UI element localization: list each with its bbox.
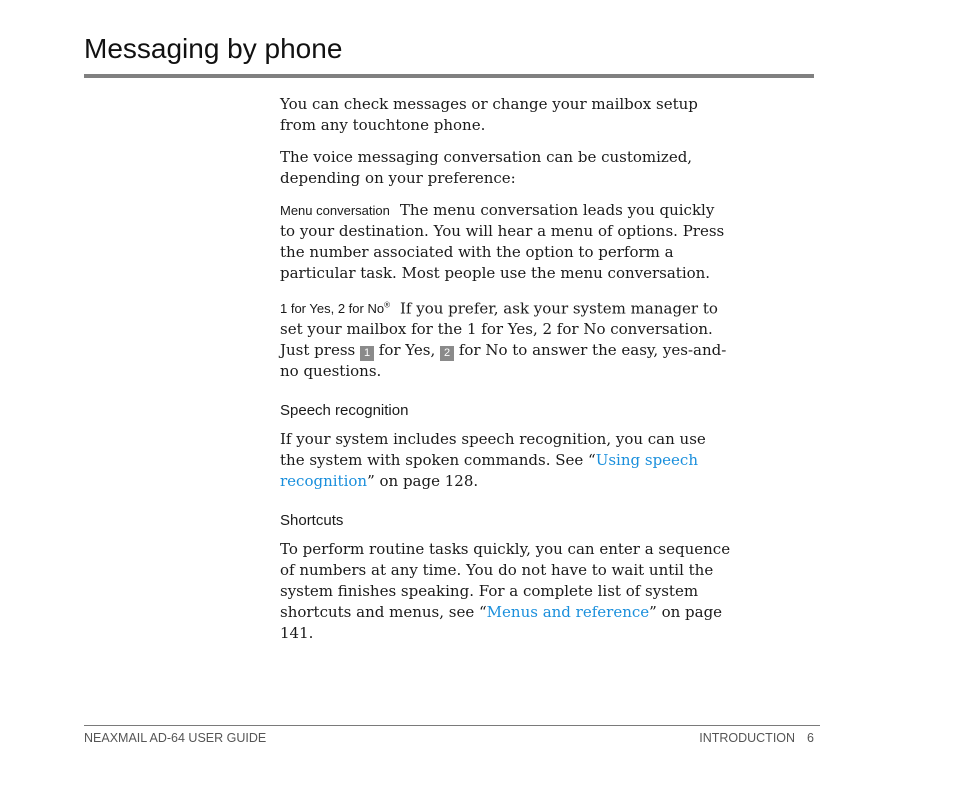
- footer-rule: [84, 725, 820, 726]
- body-column: [280, 94, 732, 655]
- footer-section: [699, 730, 814, 746]
- footer-section-name: INTRODUCTION: [699, 731, 796, 745]
- menus-reference-link[interactable]: Menus and reference: [486, 603, 650, 622]
- title-rule: [84, 74, 814, 78]
- shortcuts-heading: Shortcuts: [280, 512, 344, 530]
- speech-recognition-link[interactable]: Using speech recognition: [280, 451, 698, 491]
- speech-recognition-heading: Speech recognition: [280, 402, 409, 420]
- intro-paragraph: The voice messaging conversation can be customized, depending on your preference:: [280, 148, 693, 187]
- page-title: Messaging by phone: [84, 33, 343, 64]
- speech-text: ” on page 128.: [367, 472, 479, 491]
- shortcuts-text: To perform routine tasks quickly, you can enter a sequence of numbers at any time. You do not have to wait until the system finishes speaking. For a complete list of system shortcuts and menus, see “: [280, 540, 731, 622]
- menu-conversation-paragraph: [280, 200, 732, 284]
- yes-no-paragraph: [280, 295, 732, 382]
- key-2-icon: 2: [440, 346, 454, 361]
- speech-recognition-paragraph: [280, 429, 732, 492]
- key-1-icon: 1: [360, 346, 374, 361]
- shortcuts-text: ” on page 141.: [280, 603, 723, 643]
- yes-no-text: for No to answer the easy, yes-and-no questions.: [280, 341, 727, 381]
- yes-no-text: for Yes,: [378, 341, 436, 360]
- page-number: 6: [807, 731, 814, 745]
- footer-guide-title: NEAXMAIL AD-64 USER GUIDE: [84, 731, 267, 745]
- intro-paragraph: You can check messages or change your mailbox setup from any touchtone phone.: [280, 95, 698, 134]
- menu-conversation-label: Menu conversation: [280, 203, 390, 218]
- yes-no-label-text: 1 for Yes, 2 for No: [280, 301, 385, 317]
- yes-no-label: [280, 301, 390, 316]
- yes-no-text: If you prefer, ask your system manager to set your mailbox for the 1 for Yes, 2 for No conversation. Just press: [280, 299, 718, 360]
- menu-conversation-text: The menu conversation leads you quickly to your destination. You will hear a menu of options. Press the number associated with the option to perform a particular task. Most people use the menu conversation.: [280, 201, 725, 282]
- registered-mark: ®: [384, 301, 390, 310]
- shortcuts-paragraph: [280, 539, 732, 644]
- speech-text: If your system includes speech recognition, you can use the system with spoken commands. See “: [280, 430, 706, 470]
